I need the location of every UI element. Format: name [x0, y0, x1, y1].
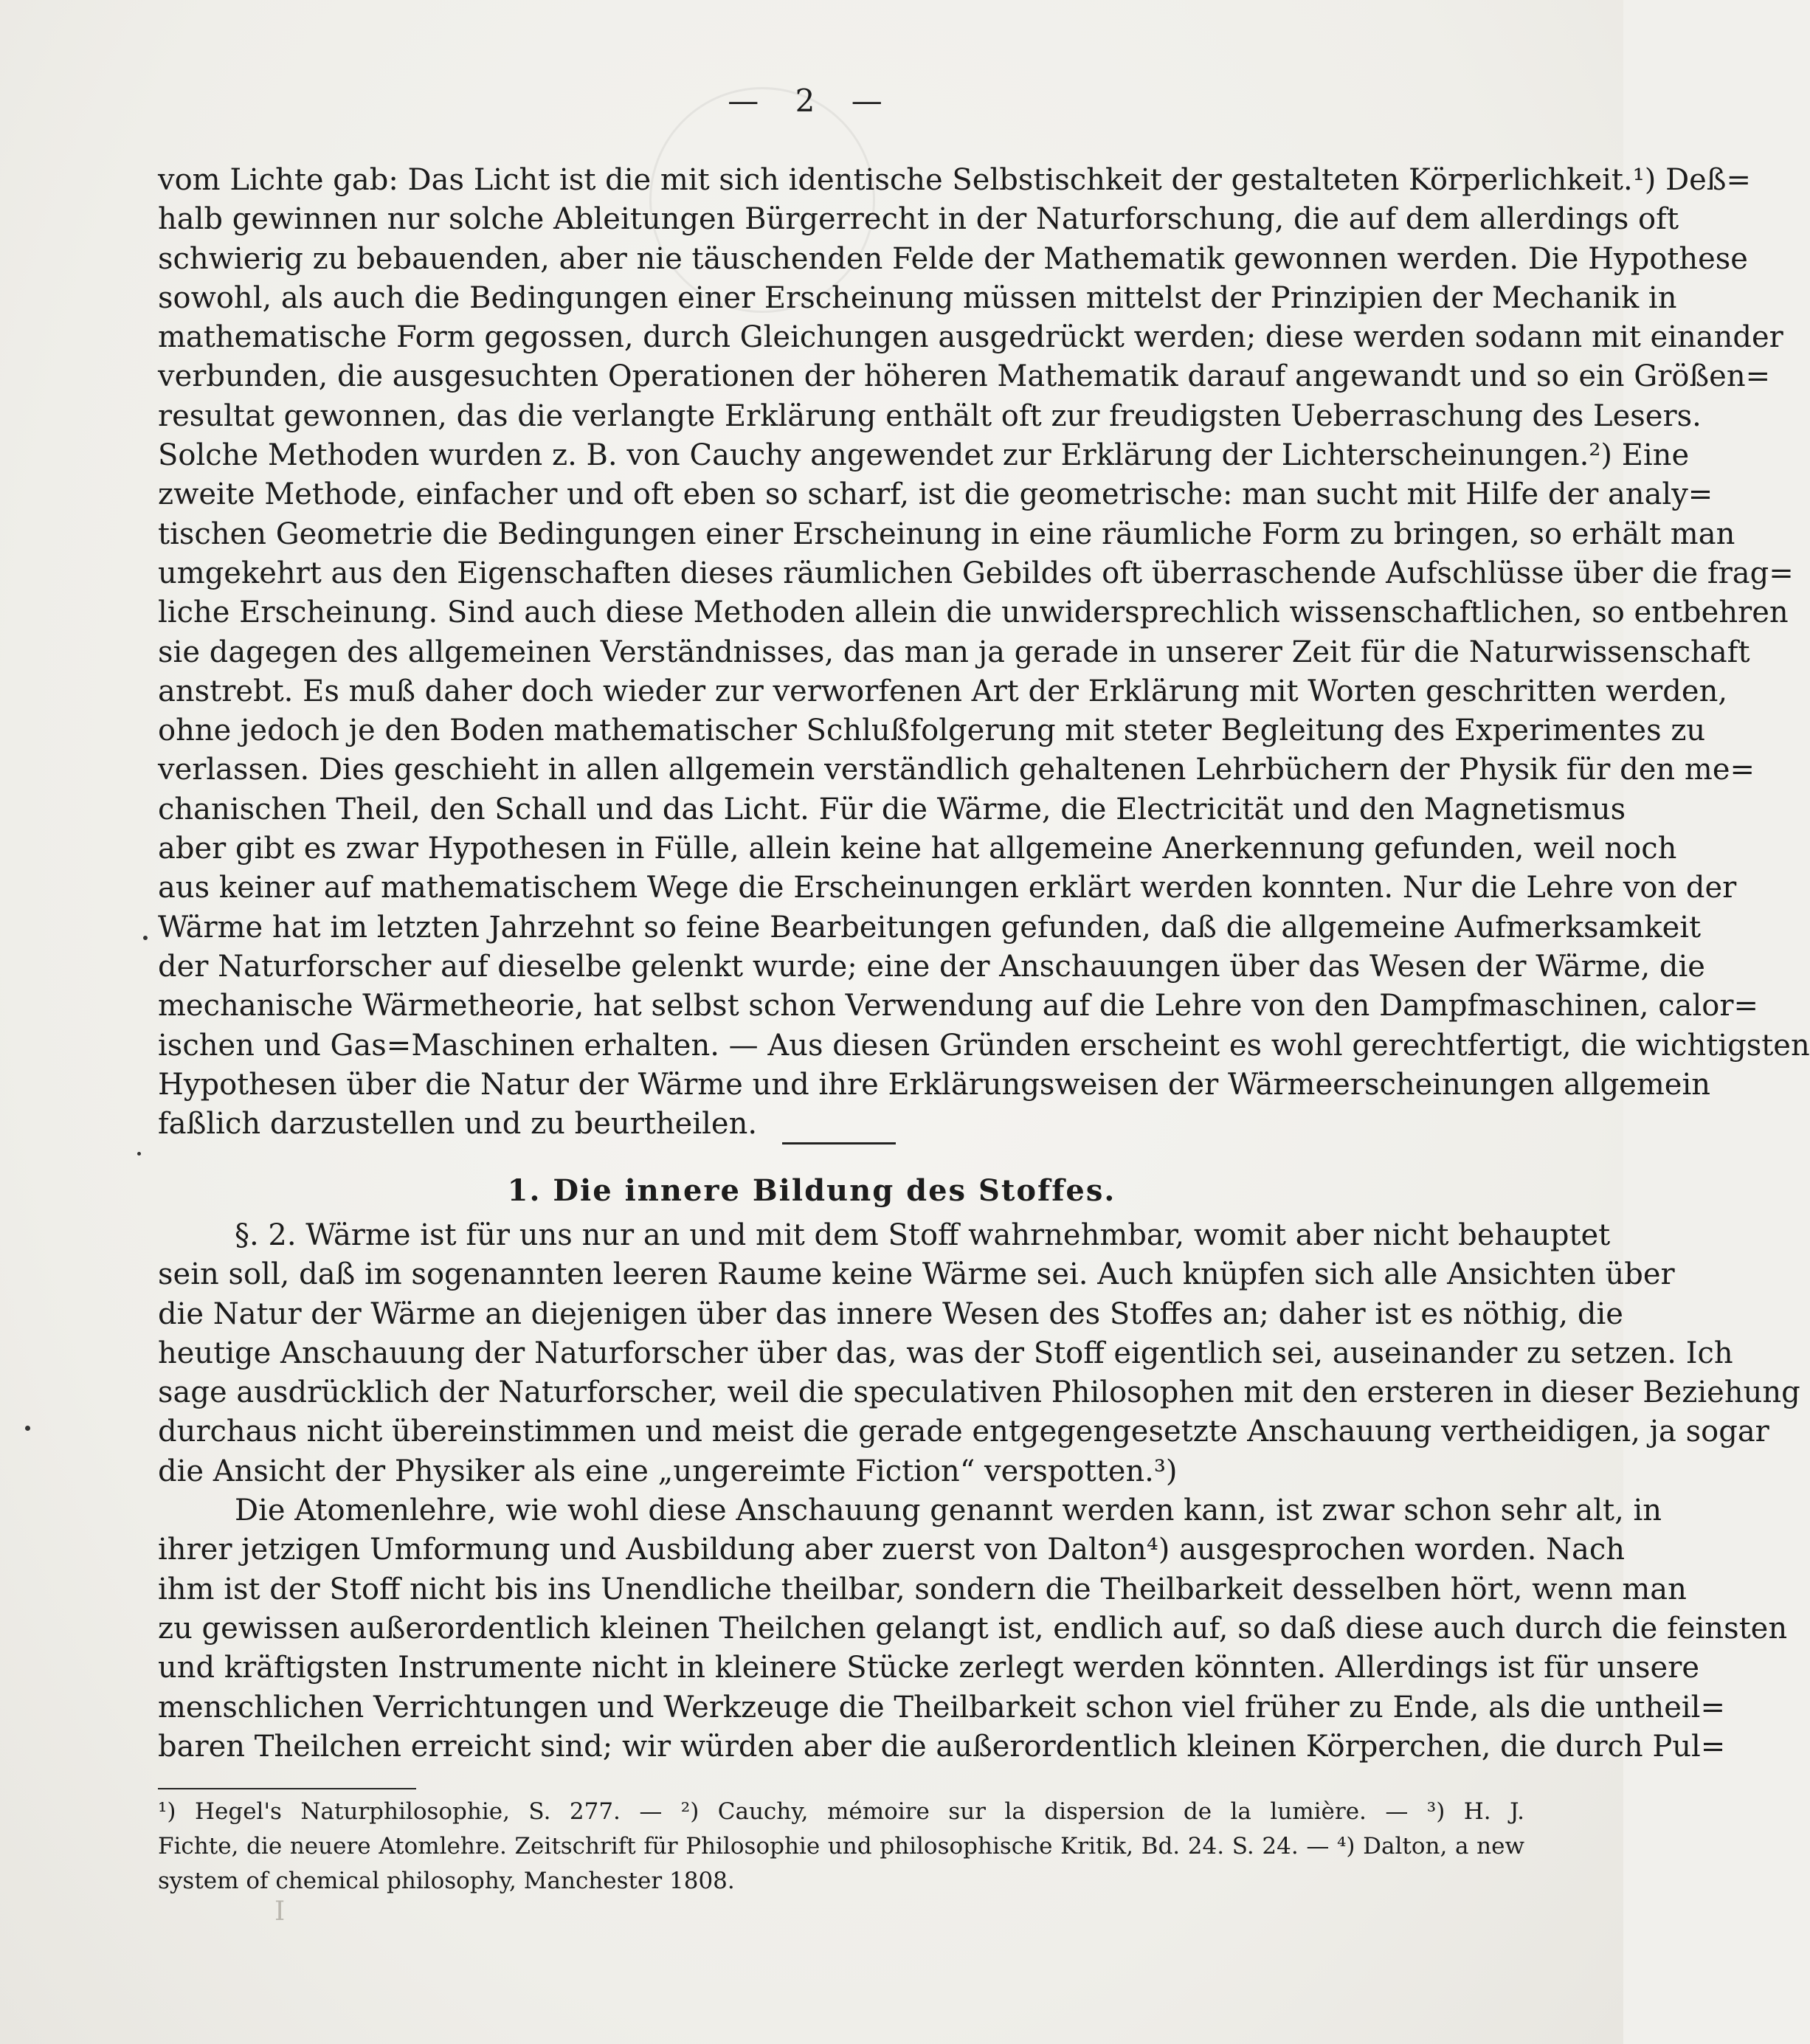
text-line: ihm ist der Stoff nicht bis ins Unendliche theilbar, sondern die Theilbarkeit desselben hört, wenn man — [158, 1572, 1687, 1606]
ink-speck — [25, 1426, 30, 1431]
body-text-top — [158, 161, 1810, 1144]
text-line: Wärme hat im letzten Jahrzehnt so feine Bearbeitungen gefunden, daß die allgemeine Aufmerksamkeit — [158, 910, 1702, 945]
text-line: ohne jedoch je den Boden mathematischer Schlußfolgerung mit steter Begleitung des Experimentes zu — [158, 714, 1706, 748]
ink-speck — [143, 936, 148, 940]
footnote-line: ¹) Hegel's Naturphilosophie, S. 277. — ²) Cauchy, mémoire sur la dispersion de la lumière. — ³) H. J. — [158, 1798, 1524, 1825]
text-line: anstrebt. Es muß daher doch wieder zur verworfenen Art der Erklärung mit Worten geschritten werden, — [158, 674, 1728, 708]
text-line: aus keiner auf mathematischem Wege die Erscheinungen erklärt werden konnten. Nur die Lehre von der — [158, 871, 1737, 905]
text-line: sein soll, daß im sogenannten leeren Raume keine Wärme sei. Auch knüpfen sich alle Ansichten über — [158, 1257, 1675, 1292]
text-line: chanischen Theil, den Schall und das Licht. Für die Wärme, die Electricität und den Magnetismus — [158, 792, 1626, 826]
text-line: Die Atomenlehre, wie wohl diese Anschauung genannt werden kann, ist zwar schon sehr alt, in — [235, 1494, 1662, 1528]
text-line: faßlich darzustellen und zu beurtheilen. — [158, 1107, 758, 1142]
text-line: Solche Methoden wurden z. B. von Cauchy angewendet zur Erklärung der Lichterscheinungen.²) Eine — [158, 438, 1690, 473]
text-line: vom Lichte gab: Das Licht ist die mit sich identische Selbstischkeit der gestalteten Körperlichkeit.¹) Deß= — [158, 163, 1752, 197]
text-line: sowohl, als auch die Bedingungen einer Erscheinung müssen mittelst der Prinzipien der Mechanik in — [158, 280, 1677, 315]
footnote-line: system of chemical philosophy, Manchester 1808. — [158, 1868, 735, 1894]
footnote-line: Fichte, die neuere Atomlehre. Zeitschrift für Philosophie und philosophische Kritik, Bd. 24. S. 24. — ⁴) Dalton, a new — [158, 1833, 1524, 1860]
ink-speck — [137, 1152, 141, 1156]
text-line: Hypothesen über die Natur der Wärme und ihre Erklärungsweisen der Wärmeerscheinungen allgemein — [158, 1067, 1711, 1102]
text-line: halb gewinnen nur solche Ableitungen Bürgerrecht in der Naturforschung, die auf dem allerdings oft — [158, 202, 1679, 237]
text-line: zweite Methode, einfacher und oft eben so scharf, ist die geometrische: man sucht mit Hilfe der analy= — [158, 477, 1713, 512]
text-line: aber gibt es zwar Hypothesen in Fülle, allein keine hat allgemeine Anerkennung gefunden, weil noch — [158, 832, 1677, 866]
footnote-divider — [158, 1788, 416, 1789]
text-line: der Naturforscher auf dieselbe gelenkt wurde; eine der Anschauungen über das Wesen der Wärme, die — [158, 949, 1705, 984]
text-line: menschlichen Verrichtungen und Werkzeuge die Theilbarkeit schon viel früher zu Ende, als die untheil= — [158, 1690, 1725, 1724]
text-line: sage ausdrücklich der Naturforscher, weil die speculativen Philosophen mit den ersteren in dieser Beziehung — [158, 1375, 1800, 1410]
text-line: verlassen. Dies geschieht in allen allgemein verständlich gehaltenen Lehrbüchern der Physik für den me= — [158, 753, 1755, 787]
text-line: tischen Geometrie die Bedingungen einer Erscheinung in eine räumliche Form zu bringen, so erhält man — [158, 517, 1735, 551]
footnotes — [158, 1795, 1524, 1899]
text-line: resultat gewonnen, das die verlangte Erklärung enthält oft zur freudigsten Ueberraschung des Lesers. — [158, 398, 1702, 433]
text-line: verbunden, die ausgesuchten Operationen der höheren Mathematik darauf angewandt und so ein Größen= — [158, 359, 1771, 394]
body-text-bottom — [158, 1216, 1800, 1767]
text-line: sie dagegen des allgemeinen Verständnisses, das man ja gerade in unserer Zeit für die Naturwissenschaft — [158, 635, 1750, 669]
text-line: baren Theilchen erreicht sind; wir würden aber die außerordentlich kleinen Körperchen, die durch Pul= — [158, 1729, 1726, 1764]
text-line: ihrer jetzigen Umformung und Ausbildung aber zuerst von Dalton⁴) ausgesprochen worden. Nach — [158, 1533, 1626, 1567]
text-line: umgekehrt aus den Eigenschaften dieses räumlichen Gebildes oft überraschende Aufschlüsse über die frag= — [158, 556, 1794, 590]
text-line: mathematische Form gegossen, durch Gleichungen ausgedrückt werden; diese werden sodann mit einander — [158, 320, 1783, 355]
text-line: und kräftigsten Instrumente nicht in kleinere Stücke zerlegt werden könnten. Allerdings ist für unsere — [158, 1651, 1700, 1685]
text-line: zu gewissen außerordentlich kleinen Theilchen gelangt ist, endlich auf, so daß diese auch durch die feinsten — [158, 1611, 1788, 1646]
section-heading: 1. Die innere Bildung des Stoffes. — [507, 1173, 1116, 1208]
text-line: heutige Anschauung der Naturforscher über das, was der Stoff eigentlich sei, auseinander zu setzen. Ich — [158, 1336, 1733, 1370]
text-line: durchaus nicht übereinstimmen und meist die gerade entgegengesetzte Anschauung vertheidigen, ja sogar — [158, 1415, 1769, 1449]
text-line: §. 2. Wärme ist für uns nur an und mit dem Stoff wahrnehmbar, womit aber nicht behauptet — [235, 1218, 1611, 1252]
margin-mark: I — [274, 1896, 286, 1927]
text-line: ischen und Gas=Maschinen erhalten. — Aus diesen Gründen erscheint es wohl gerechtfertigt, die wichtigsten — [158, 1028, 1810, 1063]
section-divider — [782, 1142, 896, 1144]
text-line: liche Erscheinung. Sind auch diese Methoden allein die unwidersprechlich wissenschaftlichen, so entbehren — [158, 595, 1789, 630]
text-line: die Natur der Wärme an diejenigen über das innere Wesen des Stoffes an; daher ist es nöthig, die — [158, 1297, 1623, 1331]
page-number: — 2 — — [728, 83, 896, 119]
text-line: die Ansicht der Physiker als eine „ungereimte Fiction“ verspotten.³) — [158, 1454, 1178, 1488]
text-line: schwierig zu bebauenden, aber nie täuschenden Felde der Mathematik gewonnen werden. Die Hypothese — [158, 241, 1748, 276]
text-line: mechanische Wärmetheorie, hat selbst schon Verwendung auf die Lehre von den Dampfmaschinen, calor= — [158, 989, 1758, 1023]
